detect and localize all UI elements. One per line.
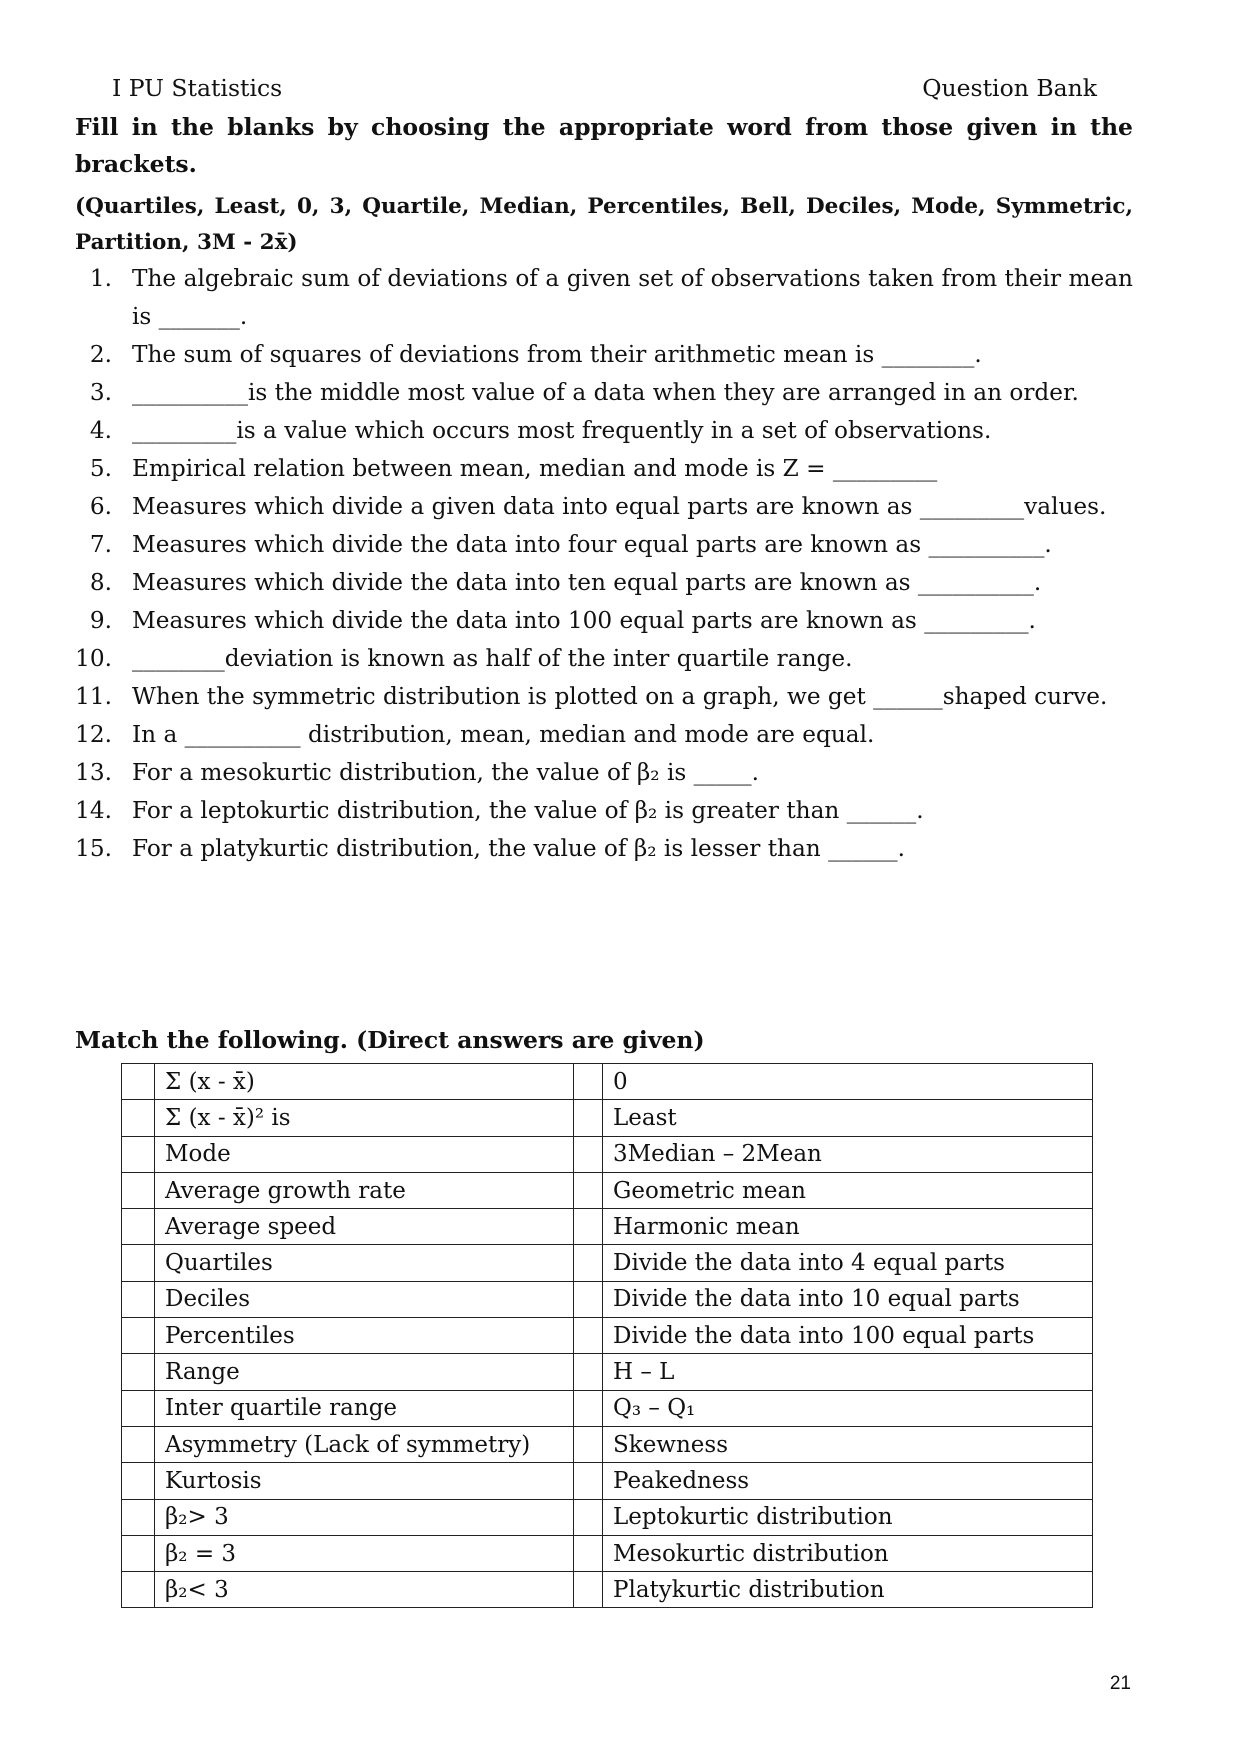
match-cell: Geometric mean <box>603 1172 1093 1208</box>
question-number: 15. <box>75 835 112 862</box>
match-cell: Mesokurtic distribution <box>603 1535 1093 1571</box>
question-number: 4. <box>89 417 112 444</box>
answer-cell-left <box>122 1390 155 1426</box>
question-item <box>0 716 1241 754</box>
answer-cell-left <box>122 1209 155 1245</box>
table-row <box>122 1245 1093 1281</box>
question-item <box>0 488 1241 526</box>
answer-cell-left <box>122 1426 155 1462</box>
answer-cell-left <box>122 1136 155 1172</box>
header-subject: I PU Statistics <box>112 74 283 102</box>
term-cell: Range <box>155 1354 574 1390</box>
table-row <box>122 1064 1093 1100</box>
question-number: 14. <box>75 797 112 824</box>
question-text: Measures which divide a given data into equal parts are known as _________values. <box>132 493 1107 520</box>
term-cell: Quartiles <box>155 1245 574 1281</box>
question-item <box>0 602 1241 640</box>
match-cell: Q₃ – Q₁ <box>603 1390 1093 1426</box>
question-text: Measures which divide the data into ten equal parts are known as __________. <box>132 569 1042 596</box>
word-bank: (Quartiles, Least, 0, 3, Quartile, Median, Percentiles, Bell, Deciles, Mode, Symmetric, Partition, 3M - 2x̄) <box>75 194 1133 255</box>
answer-cell-left <box>122 1535 155 1571</box>
term-cell: Mode <box>155 1136 574 1172</box>
term-cell: Asymmetry (Lack of symmetry) <box>155 1426 574 1462</box>
question-list <box>0 260 1241 868</box>
term-cell: Σ (x - x̄) <box>155 1064 574 1100</box>
question-item <box>0 830 1241 868</box>
match-cell: 3Median – 2Mean <box>603 1136 1093 1172</box>
table-row <box>122 1281 1093 1317</box>
answer-cell-right <box>574 1426 603 1462</box>
answer-cell-right <box>574 1209 603 1245</box>
match-cell: Divide the data into 100 equal parts <box>603 1318 1093 1354</box>
term-cell: β₂< 3 <box>155 1572 574 1608</box>
answer-cell-right <box>574 1281 603 1317</box>
question-number: 9. <box>89 607 112 634</box>
term-cell: Kurtosis <box>155 1463 574 1499</box>
question-item <box>0 412 1241 450</box>
answer-cell-right <box>574 1354 603 1390</box>
term-cell: Inter quartile range <box>155 1390 574 1426</box>
page-number: 21 <box>1109 1673 1131 1694</box>
match-cell: 0 <box>603 1064 1093 1100</box>
question-item <box>0 374 1241 412</box>
answer-cell-left <box>122 1172 155 1208</box>
question-number: 5. <box>89 455 112 482</box>
question-text: __________is the middle most value of a data when they are arranged in an order. <box>132 379 1079 406</box>
answer-cell-left <box>122 1245 155 1281</box>
answer-cell-right <box>574 1064 603 1100</box>
question-number: 13. <box>75 759 112 786</box>
table-row <box>122 1572 1093 1608</box>
answer-cell-right <box>574 1463 603 1499</box>
term-cell: Deciles <box>155 1281 574 1317</box>
question-number: 10. <box>75 645 112 672</box>
answer-cell-right <box>574 1318 603 1354</box>
question-text: In a __________ distribution, mean, median and mode are equal. <box>132 721 875 748</box>
term-cell: Σ (x - x̄)² is <box>155 1100 574 1136</box>
table-row <box>122 1535 1093 1571</box>
answer-cell-right <box>574 1572 603 1608</box>
question-text: Empirical relation between mean, median and mode is Z = _________ <box>132 455 938 482</box>
question-item <box>0 336 1241 374</box>
question-number: 2. <box>89 341 112 368</box>
question-text: _________is a value which occurs most frequently in a set of observations. <box>132 417 992 444</box>
question-item <box>0 640 1241 678</box>
table-row <box>122 1209 1093 1245</box>
match-cell: H – L <box>603 1354 1093 1390</box>
question-item <box>0 678 1241 716</box>
question-text: For a leptokurtic distribution, the value of β₂ is greater than ______. <box>132 797 924 824</box>
table-row <box>122 1136 1093 1172</box>
match-cell: Least <box>603 1100 1093 1136</box>
answer-cell-left <box>122 1100 155 1136</box>
answer-cell-left <box>122 1318 155 1354</box>
term-cell: Average growth rate <box>155 1172 574 1208</box>
answer-cell-left <box>122 1499 155 1535</box>
question-item <box>0 754 1241 792</box>
question-item <box>0 260 1241 336</box>
question-number: 3. <box>89 379 112 406</box>
match-cell: Leptokurtic distribution <box>603 1499 1093 1535</box>
question-number: 1. <box>89 265 112 292</box>
match-section-title: Match the following. (Direct answers are given) <box>75 1026 705 1054</box>
match-cell: Divide the data into 4 equal parts <box>603 1245 1093 1281</box>
answer-cell-left <box>122 1281 155 1317</box>
question-text: The algebraic sum of deviations of a given set of observations taken from their mean is _______. <box>132 265 1133 330</box>
question-text: The sum of squares of deviations from their arithmetic mean is ________. <box>132 341 982 368</box>
question-text: For a mesokurtic distribution, the value of β₂ is _____. <box>132 759 760 786</box>
fill-blanks-instruction: Fill in the blanks by choosing the appropriate word from those given in the brackets. <box>75 113 1133 178</box>
table-row <box>122 1499 1093 1535</box>
answer-cell-left <box>122 1064 155 1100</box>
answer-cell-left <box>122 1354 155 1390</box>
match-cell: Platykurtic distribution <box>603 1572 1093 1608</box>
question-number: 11. <box>75 683 112 710</box>
match-cell: Divide the data into 10 equal parts <box>603 1281 1093 1317</box>
answer-cell-right <box>574 1136 603 1172</box>
question-text: When the symmetric distribution is plotted on a graph, we get ______shaped curve. <box>132 683 1108 710</box>
answer-cell-right <box>574 1172 603 1208</box>
term-cell: Average speed <box>155 1209 574 1245</box>
answer-cell-left <box>122 1463 155 1499</box>
question-number: 12. <box>75 721 112 748</box>
answer-cell-right <box>574 1245 603 1281</box>
match-table <box>121 1063 1093 1608</box>
question-item <box>0 450 1241 488</box>
table-row <box>122 1463 1093 1499</box>
question-text: Measures which divide the data into four equal parts are known as __________. <box>132 531 1052 558</box>
table-row <box>122 1426 1093 1462</box>
term-cell: Percentiles <box>155 1318 574 1354</box>
answer-cell-left <box>122 1572 155 1608</box>
table-row <box>122 1390 1093 1426</box>
table-row <box>122 1100 1093 1136</box>
answer-cell-right <box>574 1100 603 1136</box>
question-text: For a platykurtic distribution, the value of β₂ is lesser than ______. <box>132 835 906 862</box>
match-cell: Skewness <box>603 1426 1093 1462</box>
answer-cell-right <box>574 1499 603 1535</box>
question-number: 8. <box>89 569 112 596</box>
question-number: 6. <box>89 493 112 520</box>
question-item <box>0 792 1241 830</box>
match-cell: Peakedness <box>603 1463 1093 1499</box>
table-row <box>122 1172 1093 1208</box>
answer-cell-right <box>574 1390 603 1426</box>
question-item <box>0 564 1241 602</box>
table-row <box>122 1318 1093 1354</box>
question-text: Measures which divide the data into 100 equal parts are known as _________. <box>132 607 1036 634</box>
match-cell: Harmonic mean <box>603 1209 1093 1245</box>
question-item <box>0 526 1241 564</box>
term-cell: β₂> 3 <box>155 1499 574 1535</box>
answer-cell-right <box>574 1535 603 1571</box>
question-number: 7. <box>89 531 112 558</box>
question-text: ________deviation is known as half of the inter quartile range. <box>132 645 853 672</box>
table-row <box>122 1354 1093 1390</box>
term-cell: β₂ = 3 <box>155 1535 574 1571</box>
header-doc-type: Question Bank <box>922 74 1097 102</box>
